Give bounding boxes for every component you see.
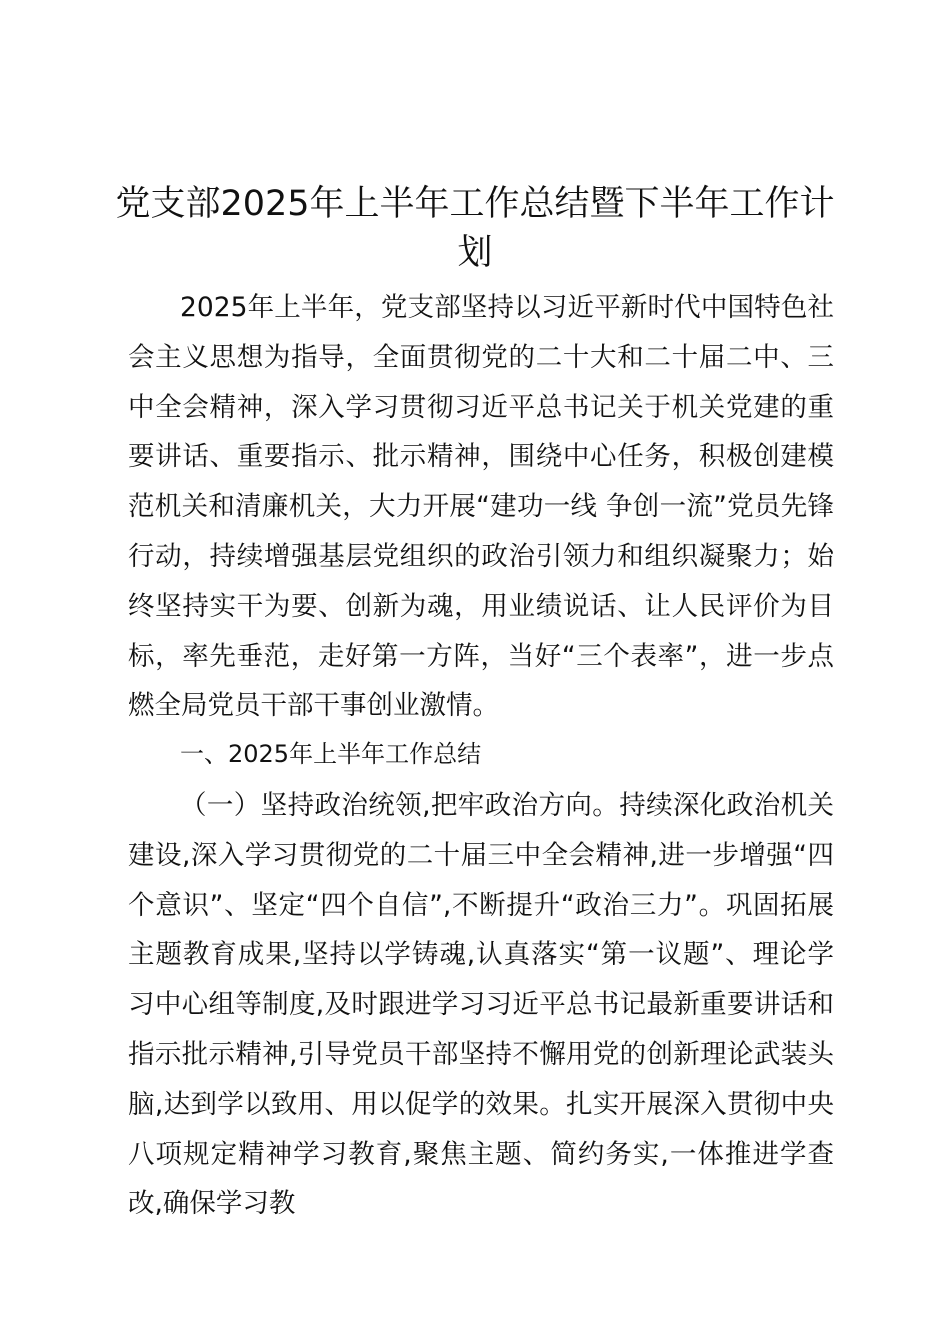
section-paragraph: （一）坚持政治统领,把牢政治方向。持续深化政治机关建设,深入学习贯彻党的二十届三中全会精神,进一步增强“四个意识”、坚定“四个自信”,不断提升“政治三力”。巩固拓展主题教育成果,坚持以学铸魂,认真落实“第一议题”、理论学习中心组等制度,及时跟进学习习近平总书记最新重要讲话和指示批示精神,引导党员干部坚持不懈用党的创新理论武装头脑,达到学以致用、用以促学的效果。扎实开展深入贯彻中央八项规定精神学习教育,聚焦主题、简约务实,一体推进学查改,确保学习教 [128,790,834,1220]
section-heading: 一、2025年上半年工作总结 [180,740,482,768]
document-title: 党支部2025年上半年工作总结暨下半年工作计划 [115,184,835,273]
intro-paragraph: 2025年上半年，党支部坚持以习近平新时代中国特色社会主义思想为指导，全面贯彻党的二十大和二十届二中、三中全会精神，深入学习贯彻习近平总书记关于机关党建的重要讲话、重要指示、批示精神，围绕中心任务，积极创建模范机关和清廉机关，大力开展“建功一线 争创一流”党员先锋行动，持续增强基层党组织的政治引领力和组织凝聚力；始终坚持实干为要、创新为魂，用业绩说话、让人民评价为目标，率先垂范，走好第一方阵，当好“三个表率”，进一步点燃全局党员干部干事创业激情。 [128,292,834,722]
